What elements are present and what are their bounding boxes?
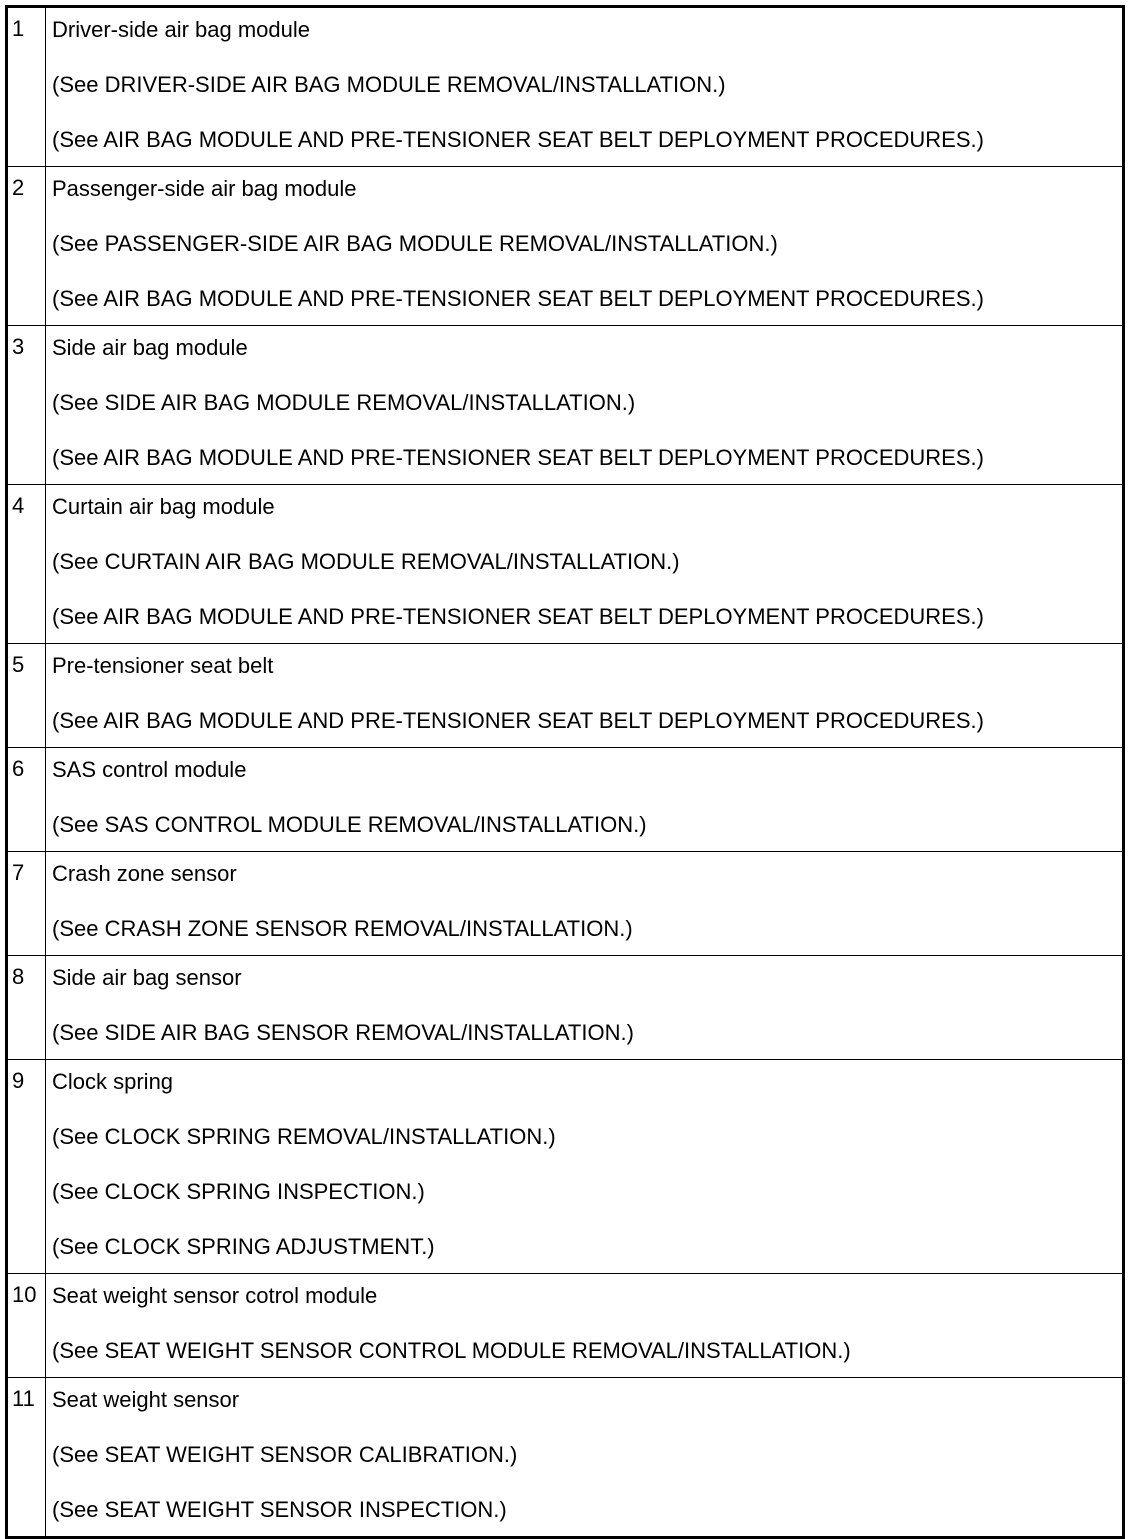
item-content bbox=[46, 644, 1124, 748]
reference-link[interactable]: (See CURTAIN AIR BAG MODULE REMOVAL/INSTALLATION.) bbox=[52, 549, 680, 574]
item-content bbox=[46, 7, 1124, 167]
item-number: 3 bbox=[7, 326, 46, 485]
table-row bbox=[7, 167, 1124, 326]
item-number: 8 bbox=[7, 956, 46, 1060]
component-name: Seat weight sensor bbox=[52, 1387, 240, 1412]
item-content bbox=[46, 748, 1124, 852]
component-name: Side air bag sensor bbox=[52, 965, 242, 990]
item-number: 6 bbox=[7, 748, 46, 852]
item-number: 9 bbox=[7, 1060, 46, 1274]
component-name: SAS control module bbox=[52, 757, 247, 782]
reference-link[interactable]: (See AIR BAG MODULE AND PRE-TENSIONER SEAT BELT DEPLOYMENT PROCEDURES.) bbox=[52, 286, 984, 311]
table-row bbox=[7, 644, 1124, 748]
component-name: Crash zone sensor bbox=[52, 861, 237, 886]
item-content bbox=[46, 1378, 1124, 1538]
reference-link[interactable]: (See SIDE AIR BAG SENSOR REMOVAL/INSTALLATION.) bbox=[52, 1020, 634, 1045]
item-content bbox=[46, 167, 1124, 326]
item-number: 10 bbox=[7, 1274, 46, 1378]
reference-link[interactable]: (See CRASH ZONE SENSOR REMOVAL/INSTALLATION.) bbox=[52, 916, 633, 941]
table-row bbox=[7, 1378, 1124, 1538]
reference-link[interactable]: (See SEAT WEIGHT SENSOR INSPECTION.) bbox=[52, 1497, 507, 1522]
table-row bbox=[7, 1060, 1124, 1274]
reference-link[interactable]: (See CLOCK SPRING REMOVAL/INSTALLATION.) bbox=[52, 1124, 556, 1149]
item-content bbox=[46, 326, 1124, 485]
reference-link[interactable]: (See AIR BAG MODULE AND PRE-TENSIONER SEAT BELT DEPLOYMENT PROCEDURES.) bbox=[52, 708, 984, 733]
component-table bbox=[5, 5, 1125, 1539]
component-name: Pre-tensioner seat belt bbox=[52, 653, 274, 678]
item-number: 1 bbox=[7, 7, 46, 167]
table-row bbox=[7, 326, 1124, 485]
reference-link[interactable]: (See AIR BAG MODULE AND PRE-TENSIONER SEAT BELT DEPLOYMENT PROCEDURES.) bbox=[52, 445, 984, 470]
component-name: Driver-side air bag module bbox=[52, 17, 310, 42]
component-name: Side air bag module bbox=[52, 335, 248, 360]
table-row bbox=[7, 852, 1124, 956]
reference-link[interactable]: (See SEAT WEIGHT SENSOR CALIBRATION.) bbox=[52, 1442, 518, 1467]
item-number: 2 bbox=[7, 167, 46, 326]
component-table-body bbox=[7, 7, 1124, 1538]
item-content bbox=[46, 852, 1124, 956]
table-row bbox=[7, 7, 1124, 167]
table-row bbox=[7, 748, 1124, 852]
table-row bbox=[7, 485, 1124, 644]
reference-link[interactable]: (See PASSENGER-SIDE AIR BAG MODULE REMOVAL/INSTALLATION.) bbox=[52, 231, 778, 256]
item-number: 5 bbox=[7, 644, 46, 748]
item-number: 7 bbox=[7, 852, 46, 956]
table-row bbox=[7, 956, 1124, 1060]
item-content bbox=[46, 1060, 1124, 1274]
reference-link[interactable]: (See SIDE AIR BAG MODULE REMOVAL/INSTALLATION.) bbox=[52, 390, 636, 415]
component-name: Passenger-side air bag module bbox=[52, 176, 357, 201]
item-number: 11 bbox=[7, 1378, 46, 1538]
reference-link[interactable]: (See SAS CONTROL MODULE REMOVAL/INSTALLATION.) bbox=[52, 812, 647, 837]
item-number: 4 bbox=[7, 485, 46, 644]
component-name: Clock spring bbox=[52, 1069, 174, 1094]
table-row bbox=[7, 1274, 1124, 1378]
item-content bbox=[46, 1274, 1124, 1378]
reference-link[interactable]: (See DRIVER-SIDE AIR BAG MODULE REMOVAL/INSTALLATION.) bbox=[52, 72, 726, 97]
reference-link[interactable]: (See AIR BAG MODULE AND PRE-TENSIONER SEAT BELT DEPLOYMENT PROCEDURES.) bbox=[52, 127, 984, 152]
component-name: Seat weight sensor cotrol module bbox=[52, 1283, 378, 1308]
item-content bbox=[46, 485, 1124, 644]
component-name: Curtain air bag module bbox=[52, 494, 275, 519]
reference-link[interactable]: (See CLOCK SPRING ADJUSTMENT.) bbox=[52, 1234, 435, 1259]
item-content bbox=[46, 956, 1124, 1060]
reference-link[interactable]: (See AIR BAG MODULE AND PRE-TENSIONER SEAT BELT DEPLOYMENT PROCEDURES.) bbox=[52, 604, 984, 629]
reference-link[interactable]: (See SEAT WEIGHT SENSOR CONTROL MODULE REMOVAL/INSTALLATION.) bbox=[52, 1338, 851, 1363]
reference-link[interactable]: (See CLOCK SPRING INSPECTION.) bbox=[52, 1179, 425, 1204]
